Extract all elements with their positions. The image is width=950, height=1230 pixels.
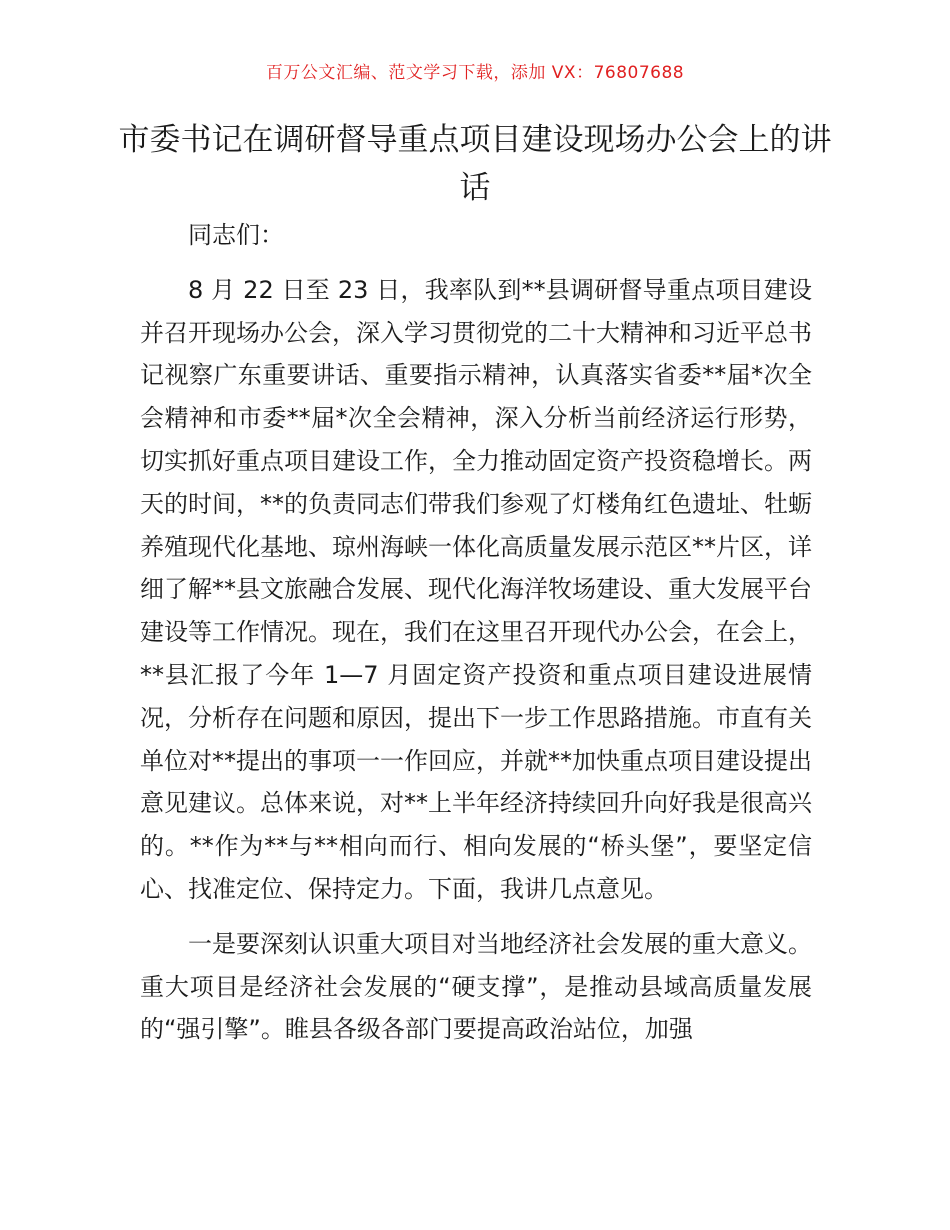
body-paragraph: 8 月 22 日至 23 日，我率队到**县调研督导重点项目建设并召开现场办公会，深入学习贯彻党的二十大精神和习近平总书记视察广东重要讲话、重要指示精神，认真落实省委**届*次全会精神和市委**届*次全会精神，深入分析当前经济运行形势，切实抓好重点项目建设工作，全力推动固定资产投资稳增长。两天的时间，**的负责同志们带我们参观了灯楼角红色遗址、牡蛎养殖现代化基地、琼州海峡一体化高质量发展示范区**片区，详细了解**县文旅融合发展、现代化海洋牧场建设、重大发展平台建设等工作情况。现在，我们在这里召开现代办公会，在会上，**县汇报了今年 1—7 月固定资产投资和重点项目建设进展情况，分析存在问题和原因，提出下一步工作思路措施。市直有关单位对**提出的事项一一作回应，并就**加快重点项目建设提出意见建议。总体来说，对**上半年经济持续回升向好我是很高兴的。**作为**与**相向而行、相向发展的“桥头堡”，要坚定信心、找准定位、保持定力。下面，我讲几点意见。 bbox=[140, 275, 812, 903]
download-notice-banner: 百万公文汇编、范文学习下载，添加 VX：76807688 bbox=[265, 63, 685, 83]
body-paragraph: 一是要深刻认识重大项目对当地经济社会发展的重大意义。重大项目是经济社会发展的“硬支撑”，是推动县域高质量发展的“强引擎”。睢县各级各部门要提高政治站位，加强 bbox=[140, 929, 812, 1044]
salutation: 同志们： bbox=[188, 221, 284, 249]
document-title: 市委书记在调研督导重点项目建设现场办公会上的讲话 bbox=[118, 122, 832, 206]
document-body bbox=[140, 214, 812, 1051]
